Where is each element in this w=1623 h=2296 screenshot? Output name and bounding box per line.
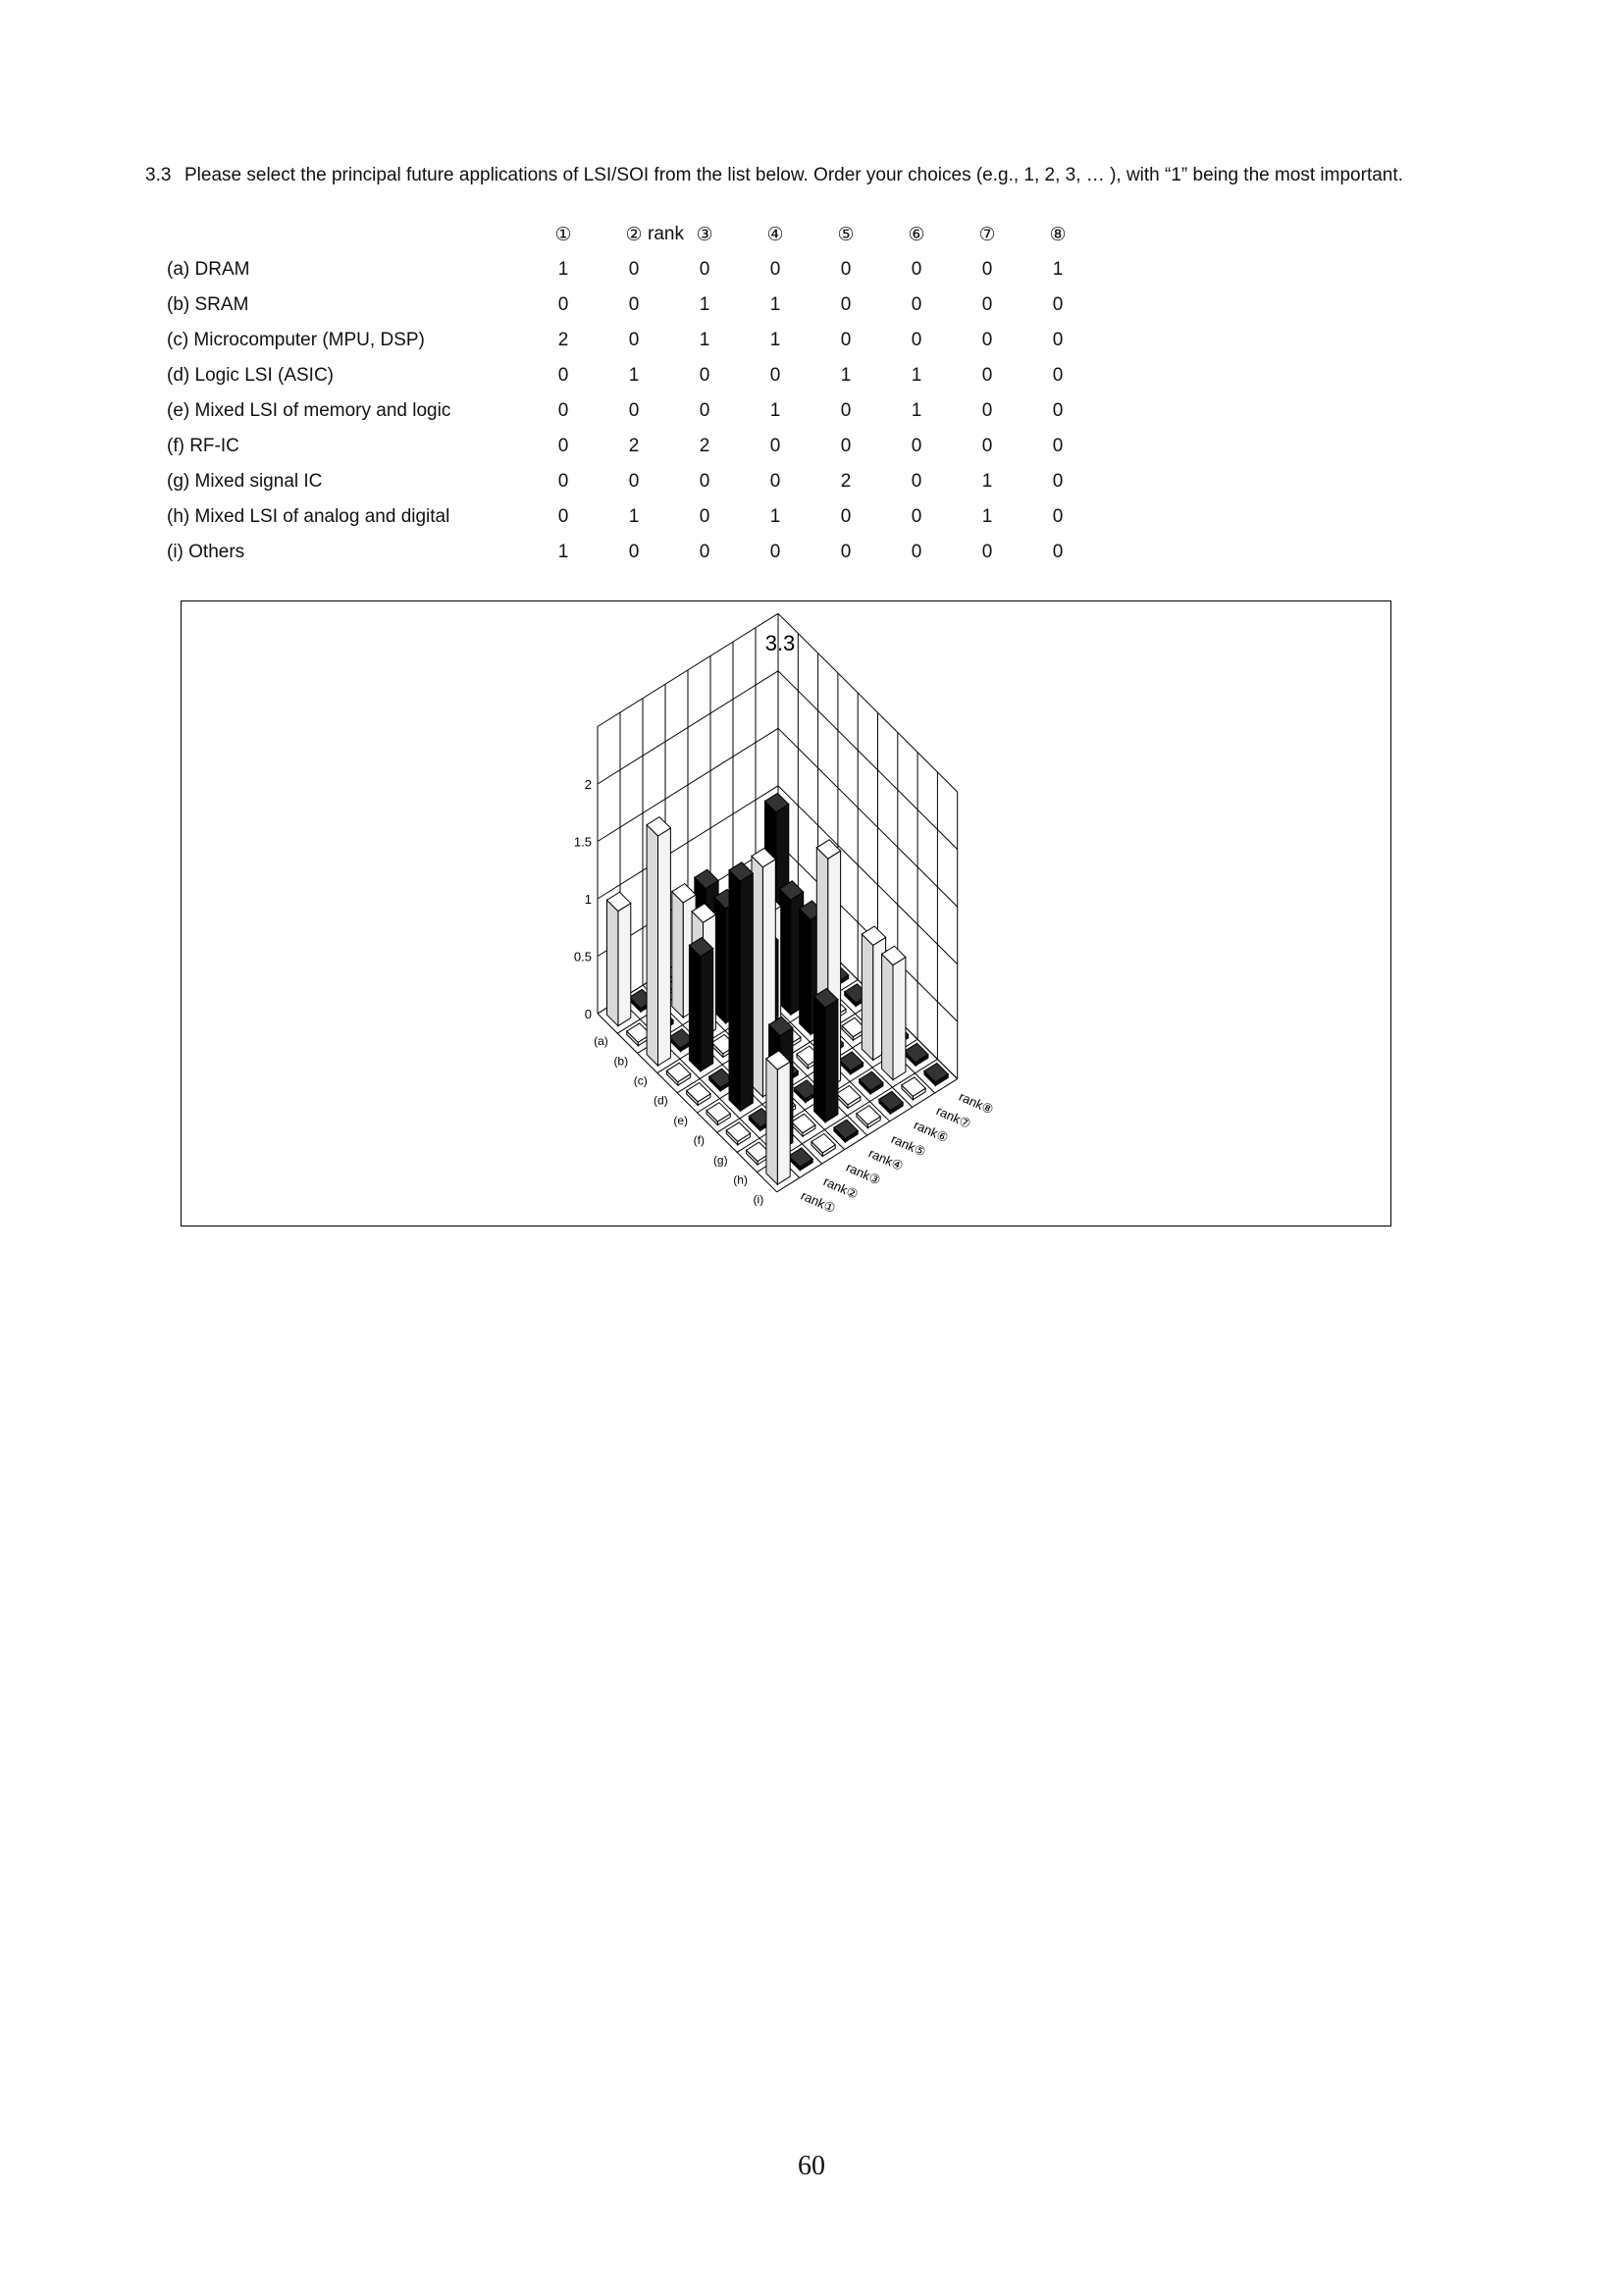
bar bbox=[766, 1051, 790, 1184]
side-wall-gridline bbox=[778, 613, 958, 792]
rank-header-2: ② bbox=[625, 225, 643, 245]
category-label: (g) bbox=[712, 1153, 728, 1168]
bar bbox=[689, 937, 712, 1070]
table-cell: 0 bbox=[1052, 294, 1064, 315]
series-label: rank③ bbox=[843, 1159, 883, 1188]
table-cell: 0 bbox=[840, 542, 852, 562]
row-label: (g) Mixed signal IC bbox=[167, 471, 323, 492]
table-row bbox=[167, 365, 1344, 394]
bar-face bbox=[658, 828, 671, 1066]
table-cell: 0 bbox=[840, 400, 852, 421]
row-label: (i) Others bbox=[167, 542, 245, 562]
table-cell: 0 bbox=[911, 542, 922, 562]
table-cell: 1 bbox=[981, 506, 993, 527]
category-label: (i) bbox=[753, 1192, 764, 1207]
table-cell: 0 bbox=[628, 542, 640, 562]
table-cell: 0 bbox=[911, 436, 922, 456]
bar bbox=[814, 988, 838, 1122]
table-cell: 0 bbox=[911, 294, 922, 315]
bar-face bbox=[618, 904, 631, 1026]
row-label: (c) Microcomputer (MPU, DSP) bbox=[167, 330, 425, 350]
bar-face bbox=[766, 1059, 777, 1184]
table-cell: 1 bbox=[557, 259, 569, 280]
table-cell: 0 bbox=[699, 259, 710, 280]
table-cell: 1 bbox=[981, 471, 993, 492]
table-cell: 0 bbox=[840, 506, 852, 527]
table-cell: 1 bbox=[628, 506, 640, 527]
table-cell: 0 bbox=[981, 365, 993, 386]
bar bbox=[607, 892, 631, 1025]
table-row bbox=[167, 542, 1344, 571]
table-cell: 1 bbox=[769, 400, 781, 421]
rank-header-5: ⑤ bbox=[837, 225, 855, 245]
table-cell: 0 bbox=[911, 330, 922, 350]
table-cell: 2 bbox=[699, 436, 710, 456]
z-tick-label: 2 bbox=[584, 777, 592, 792]
table-cell: 0 bbox=[557, 365, 569, 386]
table-cell: 1 bbox=[1052, 259, 1064, 280]
table-cell: 0 bbox=[628, 330, 640, 350]
series-label: rank② bbox=[820, 1174, 861, 1202]
category-label: (a) bbox=[594, 1034, 608, 1049]
page-number: 60 bbox=[798, 2151, 825, 2181]
table-cell: 1 bbox=[628, 365, 640, 386]
series-label: rank① bbox=[798, 1187, 838, 1217]
bar bbox=[647, 817, 670, 1066]
rank-header-8: ⑧ bbox=[1049, 225, 1067, 245]
table-cell: 0 bbox=[769, 471, 781, 492]
question-text: Please select the principal future applications of LSI/SOI from the list below. Order your choices (e.g., 1, 2, 3, … ), with “1” being the most important. bbox=[184, 165, 1403, 185]
table-cell: 1 bbox=[557, 542, 569, 562]
bar-face bbox=[701, 949, 713, 1071]
table-cell: 0 bbox=[699, 506, 710, 527]
category-label: (h) bbox=[733, 1173, 748, 1187]
table-cell: 0 bbox=[1052, 330, 1064, 350]
row-label: (f) RF-IC bbox=[167, 436, 239, 456]
bar-face bbox=[800, 909, 811, 1034]
chart-3d-bars bbox=[182, 601, 1389, 1225]
table-cell: 0 bbox=[981, 436, 993, 456]
series-label: rank⑧ bbox=[956, 1088, 996, 1118]
table-cell: 0 bbox=[769, 542, 781, 562]
side-wall-gridline bbox=[778, 671, 958, 850]
table-cell: 0 bbox=[981, 542, 993, 562]
table-cell: 1 bbox=[911, 365, 922, 386]
bar bbox=[729, 862, 753, 1111]
z-tick-label: 0.5 bbox=[573, 949, 592, 965]
table-cell: 0 bbox=[981, 294, 993, 315]
category-label: (f) bbox=[693, 1133, 705, 1148]
table-cell: 0 bbox=[840, 259, 852, 280]
series-label: rank⑥ bbox=[911, 1117, 951, 1146]
rank-header-6: ⑥ bbox=[908, 225, 925, 245]
table-cell: 2 bbox=[840, 471, 852, 492]
rank-header-3: ③ bbox=[696, 225, 713, 245]
bar-face bbox=[814, 997, 825, 1122]
bar-face bbox=[672, 892, 683, 1018]
table-cell: 0 bbox=[840, 436, 852, 456]
table-cell: 0 bbox=[1052, 365, 1064, 386]
bar-face bbox=[740, 873, 753, 1111]
table-row bbox=[167, 294, 1344, 324]
table-cell: 0 bbox=[628, 294, 640, 315]
table-cell: 0 bbox=[1052, 436, 1064, 456]
table-cell: 0 bbox=[699, 471, 710, 492]
table-row bbox=[167, 471, 1344, 500]
row-label: (e) Mixed LSI of memory and logic bbox=[167, 400, 451, 421]
table-cell: 0 bbox=[557, 471, 569, 492]
table-cell: 1 bbox=[699, 330, 710, 350]
table-cell: 0 bbox=[1052, 471, 1064, 492]
table-cell: 2 bbox=[628, 436, 640, 456]
table-cell: 1 bbox=[911, 400, 922, 421]
table-row bbox=[167, 436, 1344, 465]
table-row bbox=[167, 259, 1344, 288]
z-tick-label: 1.5 bbox=[573, 834, 592, 850]
chart-frame bbox=[181, 600, 1391, 1226]
bar bbox=[882, 946, 906, 1079]
category-label: (d) bbox=[654, 1093, 668, 1108]
rank-header-4: ④ bbox=[766, 225, 784, 245]
table-cell: 0 bbox=[628, 259, 640, 280]
table-cell: 0 bbox=[1052, 542, 1064, 562]
row-label: (h) Mixed LSI of analog and digital bbox=[167, 506, 450, 527]
table-cell: 0 bbox=[1052, 506, 1064, 527]
rank-label: rank bbox=[648, 224, 684, 244]
table-cell: 0 bbox=[981, 259, 993, 280]
bar-face bbox=[882, 954, 893, 1079]
table-cell: 1 bbox=[840, 365, 852, 386]
table-cell: 0 bbox=[769, 365, 781, 386]
row-label: (a) DRAM bbox=[167, 259, 250, 280]
table-cell: 0 bbox=[699, 542, 710, 562]
bar-face bbox=[862, 934, 872, 1060]
bar-face bbox=[729, 870, 740, 1111]
table-cell: 0 bbox=[981, 400, 993, 421]
table-cell: 0 bbox=[911, 506, 922, 527]
series-label: rank⑤ bbox=[888, 1131, 928, 1160]
table-cell: 0 bbox=[911, 259, 922, 280]
table-cell: 0 bbox=[628, 471, 640, 492]
table-row bbox=[167, 400, 1344, 430]
table-cell: 0 bbox=[981, 330, 993, 350]
row-label: (b) SRAM bbox=[167, 294, 249, 315]
table-cell: 0 bbox=[911, 471, 922, 492]
table-cell: 0 bbox=[769, 436, 781, 456]
table-cell: 1 bbox=[769, 294, 781, 315]
bar-face bbox=[893, 958, 906, 1080]
z-tick-label: 0 bbox=[584, 1007, 592, 1021]
bar-face bbox=[825, 1000, 838, 1122]
category-label: (c) bbox=[633, 1073, 648, 1088]
question-number: 3.3 bbox=[145, 165, 172, 185]
chart-title: 3.3 bbox=[764, 631, 796, 655]
category-label: (b) bbox=[613, 1054, 629, 1069]
table-cell: 0 bbox=[699, 365, 710, 386]
rank-header-7: ⑦ bbox=[978, 225, 996, 245]
table-cell: 0 bbox=[628, 400, 640, 421]
row-label: (d) Logic LSI (ASIC) bbox=[167, 365, 334, 386]
bar-face bbox=[647, 825, 657, 1066]
rank-header-1: ① bbox=[554, 225, 572, 245]
z-tick-label: 1 bbox=[584, 892, 592, 907]
table-cell: 0 bbox=[769, 259, 781, 280]
bar-face bbox=[689, 946, 700, 1071]
table-row bbox=[167, 506, 1344, 536]
table-cell: 0 bbox=[557, 294, 569, 315]
chart-plot bbox=[574, 613, 996, 1216]
bar-face bbox=[607, 900, 618, 1025]
series-label: rank⑦ bbox=[933, 1103, 973, 1131]
table-row bbox=[167, 330, 1344, 359]
table-cell: 0 bbox=[699, 400, 710, 421]
table-cell: 0 bbox=[1052, 400, 1064, 421]
table-cell: 0 bbox=[840, 330, 852, 350]
table-cell: 0 bbox=[557, 400, 569, 421]
series-label: rank④ bbox=[865, 1145, 906, 1174]
table-cell: 2 bbox=[557, 330, 569, 350]
table-cell: 0 bbox=[840, 294, 852, 315]
table-cell: 0 bbox=[557, 506, 569, 527]
category-label: (e) bbox=[673, 1113, 689, 1127]
table-cell: 1 bbox=[699, 294, 710, 315]
bar-face bbox=[777, 1062, 790, 1184]
table-cell: 0 bbox=[557, 436, 569, 456]
table-cell: 1 bbox=[769, 330, 781, 350]
side-wall-gridline bbox=[778, 728, 958, 907]
table-cell: 1 bbox=[769, 506, 781, 527]
